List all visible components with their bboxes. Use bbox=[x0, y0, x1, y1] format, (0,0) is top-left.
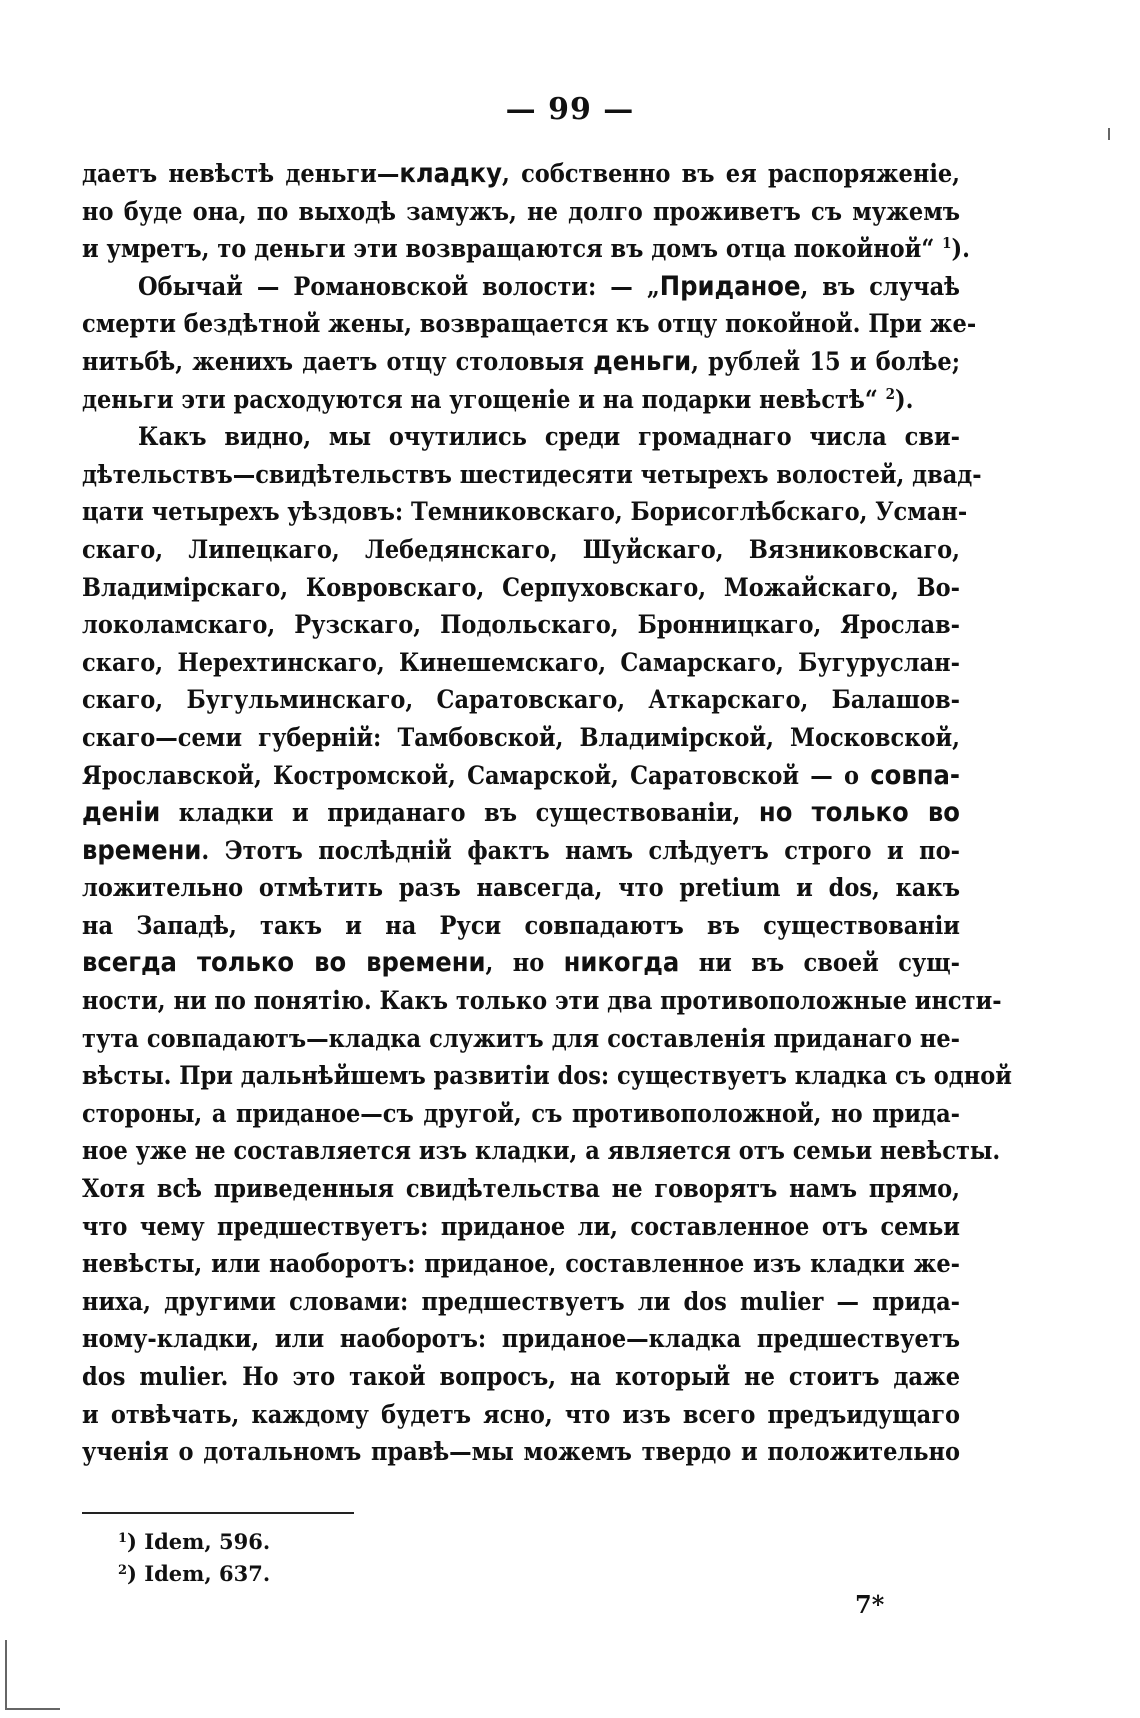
text-line bbox=[82, 1283, 960, 1321]
text-segment: ниха, другими словами: предшествуетъ ли dos mulier — прида- bbox=[82, 1286, 960, 1316]
text-segment: скаго, Бугульминскаго, Саратовскаго, Аткарскаго, Балашов- bbox=[82, 685, 960, 715]
text-line bbox=[82, 1245, 960, 1283]
text-segment: кладки и приданаго въ существованіи, bbox=[160, 798, 759, 828]
text-line bbox=[82, 305, 977, 343]
text-segment: локоламскаго, Рузскаго, Подольскаго, Бронницкаго, Ярослав- bbox=[82, 610, 960, 640]
text-segment: тута совпадаютъ—кладка служитъ для составленія приданаго не- bbox=[82, 1023, 960, 1053]
text-line bbox=[82, 794, 960, 832]
text-line bbox=[82, 1433, 960, 1471]
text-line bbox=[82, 606, 960, 644]
emphasis-text: кладку bbox=[399, 158, 502, 189]
text-line bbox=[82, 193, 960, 231]
text-segment: ). bbox=[951, 234, 970, 264]
text-segment: скаго, Липецкаго, Лебедянскаго, Шуйскаго, Вязниковскаго, bbox=[82, 534, 960, 564]
text-segment: скаго—семи губерній: Тамбовской, Владимірской, Московской, bbox=[82, 722, 960, 752]
text-segment: и отвѣчать, каждому будетъ ясно, что изъ всего предъидущаго bbox=[82, 1399, 960, 1429]
text-segment: смерти бездѣтной жены, возвращается къ отцу покойной. При же- bbox=[82, 309, 977, 339]
text-segment: скаго, Нерехтинскаго, Кинешемскаго, Самарскаго, Бугуруслан- bbox=[82, 647, 960, 677]
emphasis-text: совпа- bbox=[870, 759, 960, 791]
footnote-ref: 2 bbox=[885, 384, 895, 403]
footnote-text: ) Idem, 637. bbox=[127, 1561, 271, 1586]
emphasis-text: времени bbox=[82, 834, 202, 866]
text-segment: ному-кладки, или наоборотъ: приданое—кладка предшествуетъ bbox=[82, 1324, 960, 1354]
text-segment: и умретъ, то деньги эти возвращаются въ домъ отца покойной“ bbox=[82, 234, 943, 264]
footnote-text: ) Idem, 596. bbox=[127, 1529, 271, 1554]
text-line bbox=[82, 531, 960, 569]
text-segment: , собственно въ ея распоряженіе, bbox=[501, 159, 961, 188]
text-line bbox=[82, 1396, 960, 1434]
margin-scan-mark bbox=[1108, 128, 1110, 140]
text-segment: даетъ невѣстѣ деньги— bbox=[82, 159, 400, 188]
footnote bbox=[118, 1558, 270, 1590]
emphasis-text: никогда bbox=[563, 947, 680, 979]
text-line bbox=[82, 644, 960, 682]
text-segment: нитьбѣ, женихъ даетъ отцу столовыя bbox=[82, 346, 594, 376]
text-segment: , въ случаѣ bbox=[800, 271, 961, 301]
emphasis-text: Приданое bbox=[659, 270, 801, 302]
text-line bbox=[82, 456, 982, 494]
text-line bbox=[82, 1095, 960, 1133]
text-line bbox=[82, 230, 970, 268]
text-line bbox=[82, 1170, 960, 1208]
text-line bbox=[82, 832, 960, 870]
text-line bbox=[82, 1208, 960, 1246]
footnote-rule bbox=[82, 1512, 354, 1514]
text-line bbox=[82, 493, 968, 531]
signature-mark: 7* bbox=[855, 1590, 885, 1619]
emphasis-text: но только во bbox=[758, 797, 960, 829]
text-segment: дѣтельствъ—свидѣтельствъ шестидесяти четырехъ волостей, двад- bbox=[82, 459, 982, 489]
text-line bbox=[82, 381, 960, 419]
text-segment: что чему предшествуетъ: приданое ли, составленное отъ семьи bbox=[82, 1211, 960, 1241]
text-segment: но буде она, по выходѣ замужъ, не долго проживетъ съ мужемъ bbox=[82, 196, 960, 226]
emphasis-text: деньги bbox=[593, 345, 692, 377]
text-segment: цати четырехъ уѣздовъ: Темниковскаго, Борисоглѣбскаго, Усман- bbox=[82, 497, 968, 527]
text-line bbox=[82, 569, 960, 607]
text-segment: ности, ни по понятію. Какъ только эти два противоположные инсти- bbox=[82, 986, 1002, 1016]
footnote-ref: 1 bbox=[942, 234, 952, 253]
text-segment: деньги эти расходуются на угощеніе и на подарки невѣстѣ“ bbox=[82, 384, 886, 414]
text-line bbox=[82, 343, 960, 381]
text-line bbox=[82, 719, 960, 757]
footnote bbox=[118, 1526, 270, 1558]
text-segment: ). bbox=[894, 384, 914, 414]
emphasis-text: деніи bbox=[82, 797, 161, 829]
text-line bbox=[82, 982, 1002, 1020]
text-line bbox=[82, 907, 960, 945]
margin-scan-mark bbox=[5, 1640, 7, 1710]
text-line bbox=[82, 1320, 960, 1358]
text-line bbox=[82, 869, 960, 907]
footnotes bbox=[118, 1526, 270, 1590]
text-line bbox=[82, 268, 960, 306]
text-segment: ни въ своей сущ- bbox=[679, 948, 960, 978]
text-segment: dos mulier. Но это такой вопросъ, на который не стоитъ даже bbox=[82, 1362, 960, 1391]
text-line bbox=[82, 1057, 1012, 1095]
text-segment: на Западѣ, такъ и на Руси совпадаютъ въ существованіи bbox=[82, 910, 960, 940]
text-segment: Ярославской, Костромской, Самарской, Саратовской — о bbox=[82, 760, 871, 790]
footnote-mark: 1 bbox=[118, 1531, 128, 1546]
footnote-mark: 2 bbox=[118, 1563, 128, 1578]
text-line bbox=[82, 155, 960, 193]
emphasis-text: всегда только во времени bbox=[82, 947, 486, 979]
text-line bbox=[82, 418, 960, 456]
text-segment: ученія о дотальномъ правѣ—мы можемъ твердо и положительно bbox=[82, 1437, 960, 1467]
body-text bbox=[82, 155, 1012, 1471]
text-segment: . Этотъ послѣдній фактъ намъ слѣдуетъ строго и по- bbox=[201, 835, 960, 865]
text-segment: Хотя всѣ приведенныя свидѣтельства не говорятъ намъ прямо, bbox=[82, 1174, 960, 1204]
text-line bbox=[82, 944, 960, 982]
text-segment: ное уже не составляется изъ кладки, а является отъ семьи невѣсты. bbox=[82, 1136, 1001, 1166]
text-segment: вѣсты. При дальнѣйшемъ развитіи dos: существуетъ кладка съ одной bbox=[82, 1061, 1012, 1091]
text-segment: Какъ видно, мы очутились среди громаднаго числа сви- bbox=[138, 422, 960, 452]
text-line bbox=[82, 681, 960, 719]
text-line bbox=[82, 1358, 960, 1396]
page-number: — 99 — bbox=[505, 92, 635, 127]
text-segment: стороны, а приданое—съ другой, съ противоположной, но прида- bbox=[82, 1098, 960, 1128]
text-segment: , рублей 15 и болѣе; bbox=[691, 346, 960, 376]
text-line bbox=[82, 1132, 1001, 1170]
text-line bbox=[82, 757, 960, 795]
text-segment: Обычай — Романовской волости: — „ bbox=[138, 271, 660, 301]
text-line bbox=[82, 1020, 960, 1058]
text-segment: , но bbox=[485, 948, 564, 978]
text-segment: ложительно отмѣтить разъ навсегда, что pretium и dos, какъ bbox=[82, 873, 960, 903]
text-segment: невѣсты, или наоборотъ: приданое, составленное изъ кладки же- bbox=[82, 1249, 960, 1279]
text-segment: Владимірскаго, Ковровскаго, Серпуховскаго, Можайскаго, Во- bbox=[82, 572, 960, 602]
margin-scan-mark bbox=[5, 1708, 60, 1710]
